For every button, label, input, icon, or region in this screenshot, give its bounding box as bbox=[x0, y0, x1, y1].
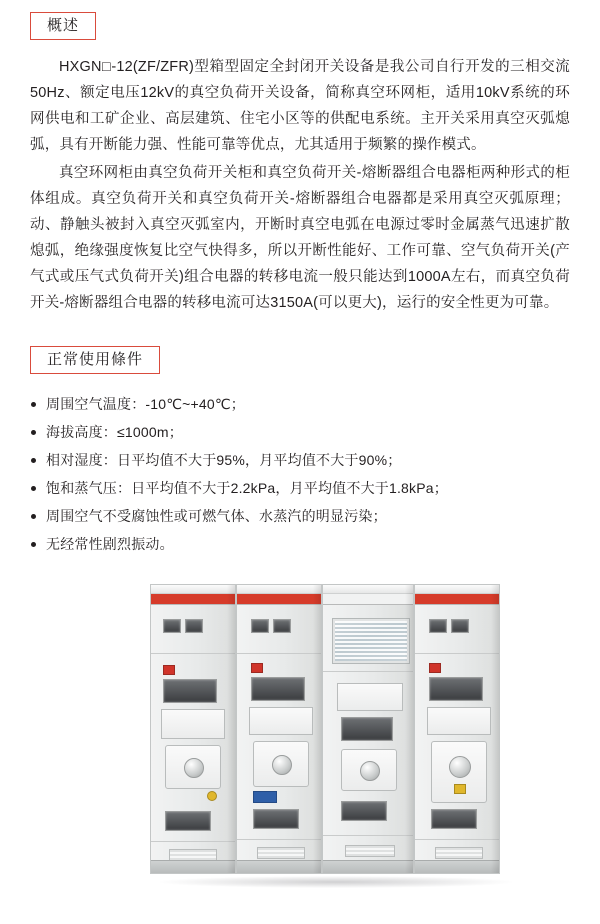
cabinet-top-lip bbox=[323, 585, 413, 594]
panel-divider bbox=[323, 835, 413, 836]
switchgear-illustration bbox=[150, 584, 520, 904]
indicator-lamp bbox=[273, 619, 291, 633]
operating-handle-hole bbox=[272, 755, 292, 775]
list-item: 无经常性剧烈振动。 bbox=[30, 530, 570, 558]
indicator-lamp bbox=[163, 619, 181, 633]
ventilation-grille bbox=[345, 845, 395, 857]
overview-paragraph-2: 真空环网柜由真空负荷开关柜和真空负荷开关-熔断器组合电器柜两种形式的柜体组成。真空负荷开关和真空负荷开关-熔断器组合电器都是采用真空灭弧原理；动、静触头被封入真空灭弧室内，开断时真空电弧在电源过零时金属蒸气迅速扩散熄弧，绝缘强度恢复比空气快得多，所以开断性能好、工作可靠、空气负荷开关(产气式或压气式负荷开关)组合电器的转移电流一般只能达到1000A左右，而真空负荷开关-熔断器组合电器的转移电流可达3150A(可以更大)，运行的安全性更为可靠。 bbox=[30, 165, 570, 311]
nameplate bbox=[337, 683, 403, 711]
cabinet-base bbox=[323, 860, 413, 873]
cabinet-base bbox=[151, 860, 235, 873]
panel-divider bbox=[323, 671, 413, 672]
meter-display bbox=[253, 809, 299, 829]
ventilation-grille bbox=[435, 847, 483, 859]
indicator-lamp bbox=[451, 619, 469, 633]
operating-panel bbox=[165, 745, 221, 789]
cabinet-red-band bbox=[237, 594, 321, 605]
list-item: 周围空气温度：-10℃~+40℃； bbox=[30, 390, 570, 418]
list-item: 海拔高度：≤1000m； bbox=[30, 418, 570, 446]
panel-divider bbox=[415, 653, 499, 654]
status-marker bbox=[251, 663, 263, 673]
cabinet-unit-3 bbox=[322, 584, 414, 874]
operating-handle-hole bbox=[184, 758, 204, 778]
conditions-list bbox=[30, 390, 570, 558]
meter-display bbox=[431, 809, 477, 829]
cabinet-top-lip bbox=[415, 585, 499, 594]
operating-panel bbox=[253, 741, 309, 787]
nameplate bbox=[427, 707, 491, 735]
panel-divider bbox=[415, 839, 499, 840]
ventilation-grille bbox=[257, 847, 305, 859]
window-louver-pattern bbox=[335, 621, 407, 661]
nameplate bbox=[249, 707, 313, 735]
cabinet-top-lip bbox=[151, 585, 235, 594]
status-marker bbox=[163, 665, 175, 675]
list-item: 饱和蒸气压：日平均值不大于2.2kPa，月平均值不大于1.8kPa； bbox=[30, 474, 570, 502]
viewing-window bbox=[333, 619, 409, 663]
cabinet-unit-4 bbox=[414, 584, 500, 874]
status-marker bbox=[429, 663, 441, 673]
meter-display bbox=[251, 677, 305, 701]
panel-divider bbox=[237, 653, 321, 654]
cabinet-base bbox=[415, 860, 499, 873]
cabinet-base bbox=[237, 860, 321, 873]
cabinet-top-blank bbox=[323, 594, 413, 605]
operating-panel bbox=[431, 741, 487, 803]
panel-divider bbox=[151, 653, 235, 654]
nameplate bbox=[161, 709, 225, 739]
cabinet-row bbox=[150, 584, 500, 884]
list-item: 周围空气不受腐蚀性或可燃气体、水蒸汽的明显污染； bbox=[30, 502, 570, 530]
list-item: 相对湿度：日平均值不大于95%，月平均值不大于90%； bbox=[30, 446, 570, 474]
status-marker bbox=[454, 784, 466, 794]
section-heading-conditions: 正常使用條件 bbox=[30, 346, 160, 374]
label-strip bbox=[253, 791, 277, 803]
section-heading-overview: 概述 bbox=[30, 12, 96, 40]
meter-display bbox=[163, 679, 217, 703]
cabinet-red-band bbox=[151, 594, 235, 605]
conditions-heading-wrap bbox=[30, 334, 570, 374]
panel-divider bbox=[237, 839, 321, 840]
indicator-lamp bbox=[185, 619, 203, 633]
operating-handle-hole bbox=[449, 756, 471, 778]
overview-heading-wrap bbox=[30, 0, 570, 40]
operating-panel bbox=[341, 749, 397, 791]
meter-display bbox=[341, 801, 387, 821]
panel-divider bbox=[151, 841, 235, 842]
meter-display bbox=[341, 717, 393, 741]
product-figure bbox=[30, 574, 570, 924]
indicator-lamp bbox=[429, 619, 447, 633]
overview-paragraph-1: HXGN□-12(ZF/ZFR)型箱型固定全封闭开关设备是我公司自行开发的三相交流50Hz、额定电压12kV的真空负荷开关设备，简称真空环网柜，适用10kV系统的环网供电和工矿企业、高层建筑、住宅小区等的供配电系统。主开关采用真空灭弧熄弧，具有开断能力强、性能可靠等优点，尤其适用于频繁的操作模式。 bbox=[30, 59, 570, 153]
operating-handle-hole bbox=[360, 761, 380, 781]
cabinet-unit-2 bbox=[236, 584, 322, 874]
cabinet-top-lip bbox=[237, 585, 321, 594]
indicator-lamp bbox=[251, 619, 269, 633]
meter-display bbox=[165, 811, 211, 831]
cabinet-red-band bbox=[415, 594, 499, 605]
cabinet-unit-1 bbox=[150, 584, 236, 874]
meter-display bbox=[429, 677, 483, 701]
indicator-dot bbox=[207, 791, 217, 801]
